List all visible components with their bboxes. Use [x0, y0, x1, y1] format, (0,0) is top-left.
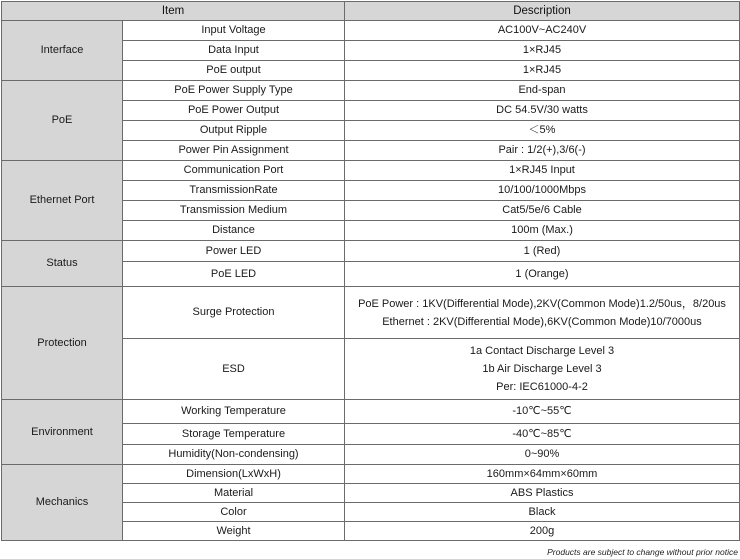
category-interface: Interface: [2, 21, 123, 81]
row-item: Surge Protection: [123, 287, 345, 339]
row-item: Storage Temperature: [123, 424, 345, 445]
row-item: ESD: [123, 339, 345, 400]
category-ethernet-port: Ethernet Port: [2, 161, 123, 241]
row-description: 1×RJ45 Input: [345, 161, 740, 181]
row-item: PoE output: [123, 61, 345, 81]
description-line: Ethernet : 2KV(Differential Mode),6KV(Common Mode)10/7000us: [382, 315, 702, 328]
row-description: 10/100/1000Mbps: [345, 181, 740, 201]
row-item: Dimension(LxWxH): [123, 465, 345, 484]
row-item: Input Voltage: [123, 21, 345, 41]
table-row: [2, 241, 740, 262]
spec-table: [1, 1, 740, 541]
table-row: [2, 465, 740, 484]
row-item: PoE Power Output: [123, 101, 345, 121]
description-line: PoE Power : 1KV(Differential Mode),2KV(Common Mode)1.2/50us，8/20us: [358, 297, 726, 310]
row-description: DC 54.5V/30 watts: [345, 101, 740, 121]
row-item: Material: [123, 484, 345, 503]
table-row: [2, 81, 740, 101]
category-poe: PoE: [2, 81, 123, 161]
row-description: ABS Plastics: [345, 484, 740, 503]
table-row: [2, 21, 740, 41]
row-description: 200g: [345, 522, 740, 541]
row-item: Distance: [123, 221, 345, 241]
row-description: 1 (Red): [345, 241, 740, 262]
category-protection: Protection: [2, 287, 123, 400]
row-description: -40℃~85℃: [345, 424, 740, 445]
category-status: Status: [2, 241, 123, 287]
category-mechanics: Mechanics: [2, 465, 123, 541]
row-item: Output Ripple: [123, 121, 345, 141]
table-row: [2, 287, 740, 339]
header-item: Item: [2, 2, 345, 21]
description-line: 1b Air Discharge Level 3: [482, 363, 602, 375]
row-description: 160mm×64mm×60mm: [345, 465, 740, 484]
row-item: Weight: [123, 522, 345, 541]
row-item: Color: [123, 503, 345, 522]
row-description: [345, 287, 740, 339]
table-row: [2, 400, 740, 424]
row-item: Humidity(Non-condensing): [123, 445, 345, 465]
description-line: 1a Contact Discharge Level 3: [469, 345, 615, 357]
row-description: Black: [345, 503, 740, 522]
row-description: 100m (Max.): [345, 221, 740, 241]
row-item: PoE LED: [123, 262, 345, 287]
row-description: Cat5/5e/6 Cable: [345, 201, 740, 221]
row-description: 1 (Orange): [345, 262, 740, 287]
row-description: 1×RJ45: [345, 41, 740, 61]
footnote: Products are subject to change without prior notice: [547, 547, 738, 557]
row-item: Communication Port: [123, 161, 345, 181]
row-description: End-span: [345, 81, 740, 101]
row-description: 0~90%: [345, 445, 740, 465]
row-item: TransmissionRate: [123, 181, 345, 201]
category-environment: Environment: [2, 400, 123, 465]
row-item: Working Temperature: [123, 400, 345, 424]
row-item: PoE Power Supply Type: [123, 81, 345, 101]
row-item: Transmission Medium: [123, 201, 345, 221]
row-description: [345, 339, 740, 400]
row-item: Power Pin Assignment: [123, 141, 345, 161]
row-description: ＜5%: [345, 121, 740, 141]
row-description: 1×RJ45: [345, 61, 740, 81]
row-description: Pair : 1/2(+),3/6(-): [345, 141, 740, 161]
table-header-row: [2, 2, 740, 21]
row-item: Data Input: [123, 41, 345, 61]
row-description: -10℃~55℃: [345, 400, 740, 424]
table-row: [2, 161, 740, 181]
description-line: Per: IEC61000-4-2: [496, 381, 588, 393]
header-description: Description: [345, 2, 740, 21]
row-description: AC100V~AC240V: [345, 21, 740, 41]
row-item: Power LED: [123, 241, 345, 262]
